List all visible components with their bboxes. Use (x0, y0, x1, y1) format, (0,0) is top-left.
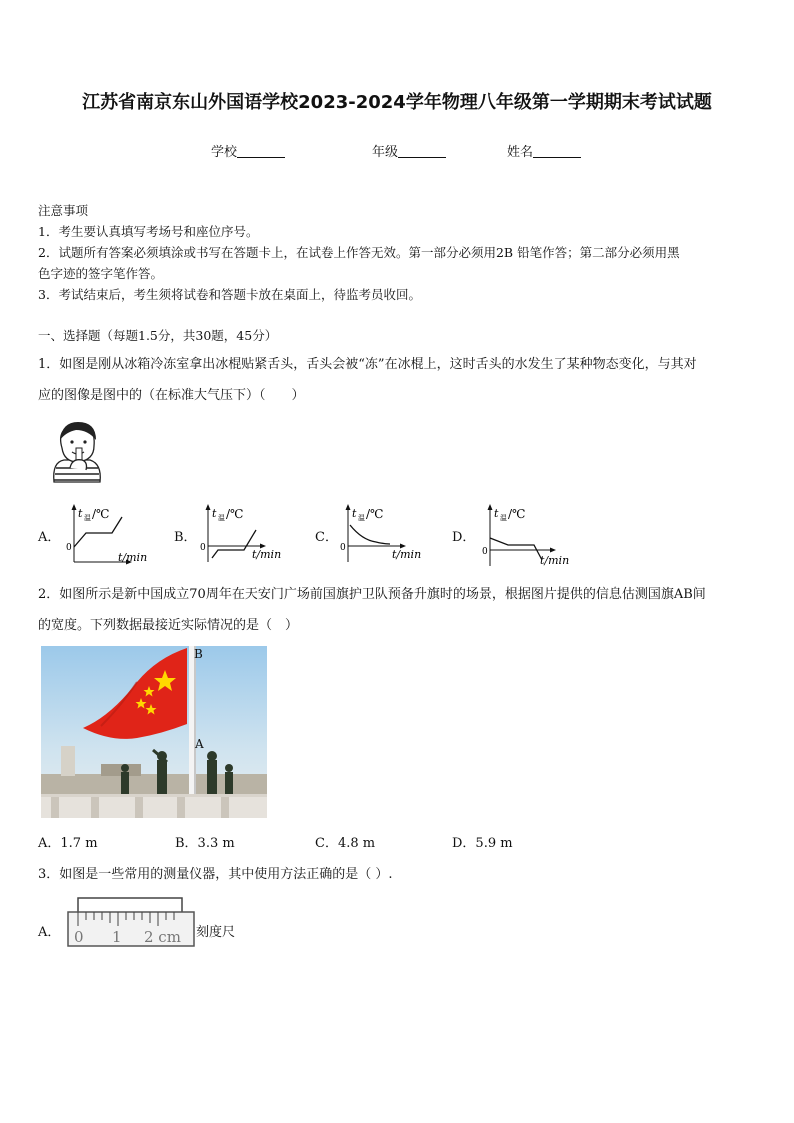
ruler-tick-2: 2 cm (144, 928, 181, 946)
svg-text:温: 温 (84, 514, 91, 522)
grade-field[interactable] (372, 141, 446, 160)
option-c-label[interactable]: C． (315, 530, 338, 545)
svg-text:温: 温 (358, 514, 365, 522)
option-a-label[interactable]: A． (38, 925, 61, 940)
notice-item: 2．试题所有答案必须填涂或书写在答题卡上，在试卷上作答无效。第一部分必须用2B 铅笔作答；第二部分必须用黑 (38, 245, 680, 260)
grade-blank[interactable] (398, 144, 446, 158)
flag-raising-photo (41, 646, 267, 818)
question-2-line1: 2．如图所示是新中国成立70周年在天安门广场前国旗护卫队预备升旗时的场景，根据图片提供的信息估测国旗AB间 (38, 587, 706, 602)
svg-text:温: 温 (500, 514, 507, 522)
point-b-label: B (194, 647, 203, 661)
option-b-label[interactable]: B． (174, 530, 197, 545)
graph-a-xlabel: t/min (118, 551, 148, 564)
page-title: 江苏省南京东山外国语学校2023-2024学年物理八年级第一学期期末考试试题 (82, 92, 712, 113)
ruler-tick-0: 0 (74, 928, 84, 946)
question-1-line1: 1．如图是刚从冰箱冷冻室拿出冰棍贴紧舌头，舌头会被“冻”在冰棍上，这时舌头的水发生了某种物态变化，与其对 (38, 357, 697, 372)
grade-label: 年级 (372, 145, 399, 160)
svg-text:t/min: t/min (252, 548, 282, 561)
svg-text:/℃: /℃ (226, 507, 244, 521)
option-c[interactable]: C．4.8 m (315, 836, 376, 851)
svg-text:温: 温 (218, 514, 225, 522)
section-heading: 一、选择题（每题1.5分，共30题，45分） (38, 328, 278, 343)
svg-text:/℃: /℃ (92, 507, 110, 521)
svg-text:t: t (494, 507, 499, 520)
svg-text:t: t (212, 507, 217, 520)
name-label: 姓名 (507, 145, 534, 160)
name-blank[interactable] (533, 144, 581, 158)
notice-item: 3．考试结束后，考生须将试卷和答题卡放在桌面上，待监考员收回。 (38, 287, 421, 302)
graph-option-a[interactable] (62, 500, 158, 570)
option-a-label[interactable]: A． (38, 530, 61, 545)
notice-item: 色字迹的签字笔作答。 (38, 266, 164, 281)
school-label: 学校 (211, 145, 238, 160)
graph-option-b[interactable] (196, 500, 292, 570)
option-b[interactable]: B．3.3 m (175, 836, 235, 851)
graph-option-c[interactable] (336, 500, 432, 570)
option-d[interactable]: D．5.9 m (452, 836, 513, 851)
svg-text:0: 0 (482, 547, 488, 557)
ruler-image[interactable] (66, 890, 196, 960)
ruler-caption: 刻度尺 (196, 925, 236, 940)
question-2-line2: 的宽度。下列数据最接近实际情况的是（ ） (38, 618, 299, 633)
point-a-label: A (195, 737, 204, 751)
boy-licking-icepop-image (42, 418, 108, 484)
svg-text:/℃: /℃ (366, 507, 384, 521)
svg-text:/℃: /℃ (508, 507, 526, 521)
svg-text:0: 0 (340, 543, 346, 553)
question-3-line1: 3．如图是一些常用的测量仪器，其中使用方法正确的是（ ）. (38, 867, 393, 882)
svg-text:0: 0 (66, 543, 72, 553)
ruler-tick-1: 1 (112, 928, 122, 946)
option-d-label[interactable]: D． (452, 530, 476, 545)
notice-heading: 注意事项 (38, 203, 89, 218)
svg-text:t: t (352, 507, 357, 520)
option-a[interactable]: A．1.7 m (38, 836, 98, 851)
notice-item: 1．考生要认真填写考场号和座位序号。 (38, 224, 259, 239)
graph-a-ylabel: t (78, 507, 83, 520)
name-field[interactable] (507, 141, 581, 160)
school-blank[interactable] (237, 144, 285, 158)
svg-text:t/min: t/min (392, 548, 422, 561)
graph-option-d[interactable] (478, 500, 582, 572)
question-1-line2: 应的图像是图中的（在标准大气压下）（ ） (38, 388, 305, 403)
svg-text:t/min: t/min (540, 554, 570, 567)
school-field[interactable] (211, 141, 285, 160)
svg-text:0: 0 (200, 543, 206, 553)
